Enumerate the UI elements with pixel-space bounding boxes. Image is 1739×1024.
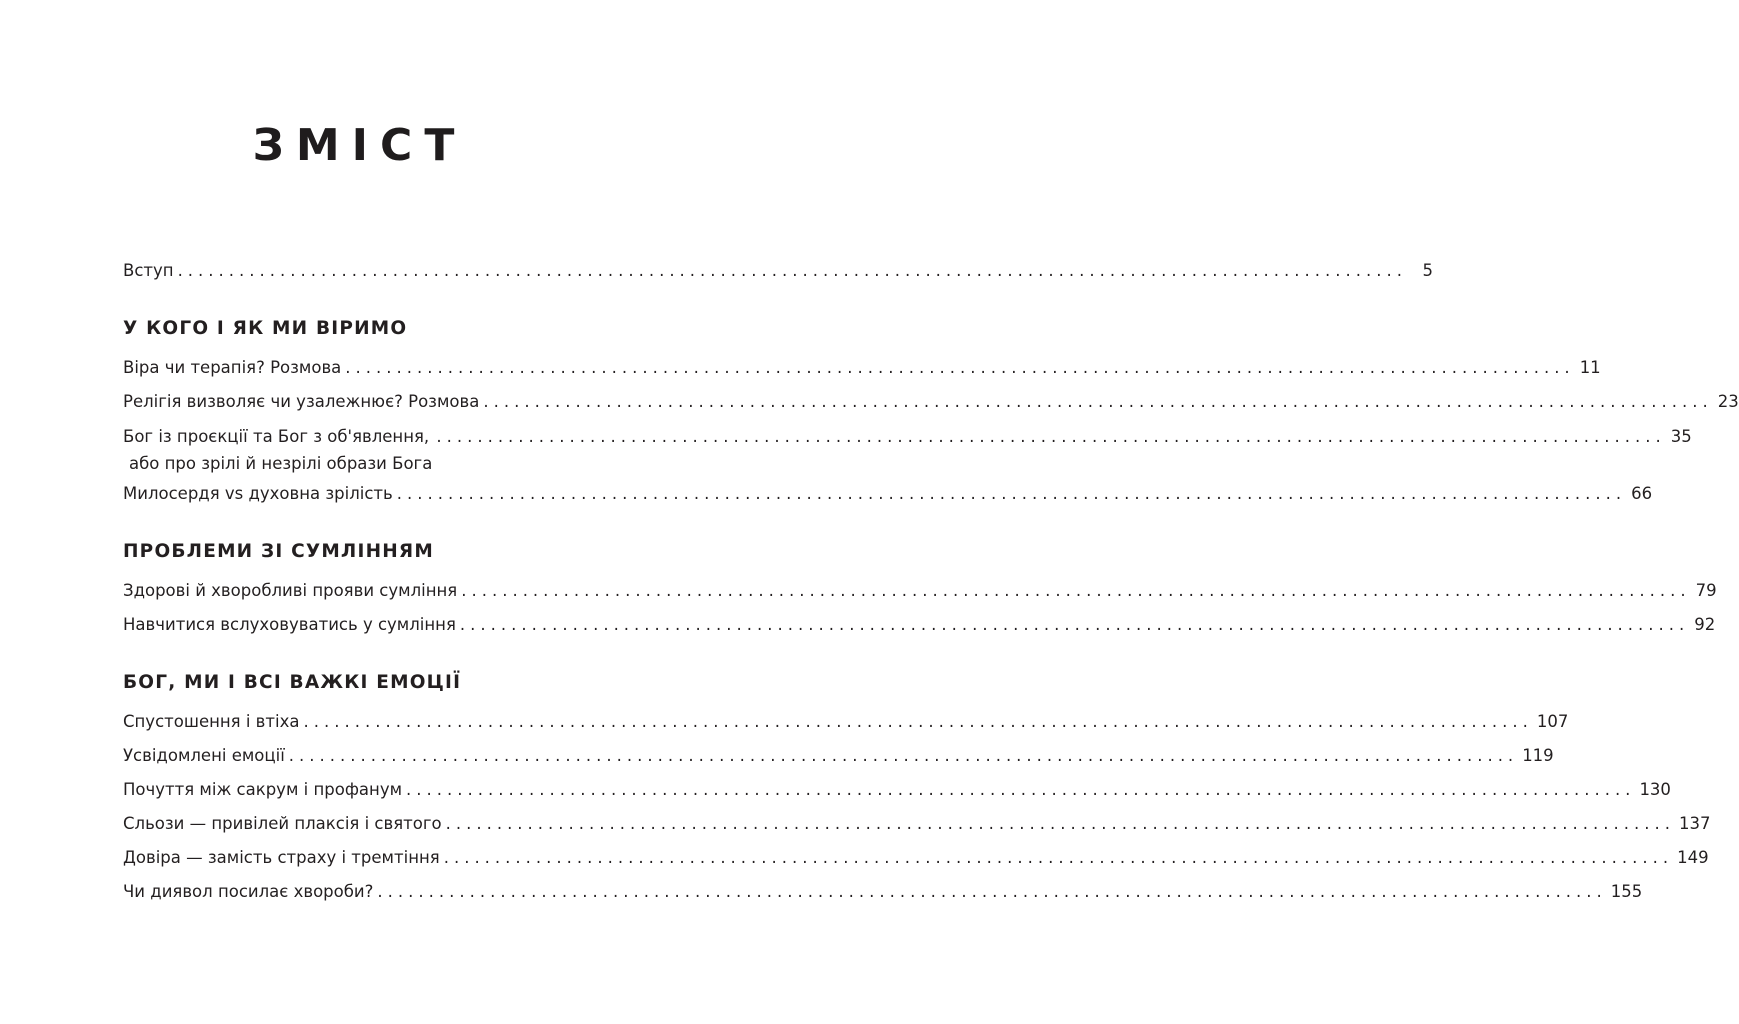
toc-entry-intro[interactable] — [123, 254, 1433, 288]
entry-page: 66 — [1631, 484, 1653, 503]
dot-leader: ........................................................................................................................ — [345, 358, 1575, 377]
entry-page: 11 — [1579, 358, 1601, 377]
section-heading: ПРОБЛЕМИ ЗІ СУМЛІННЯМ — [123, 541, 434, 562]
entry-title — [123, 419, 432, 477]
entry-title: Почуття між сакрум і профанум — [123, 780, 403, 799]
toc-entry[interactable] — [123, 574, 1717, 608]
table-of-contents — [123, 254, 1739, 909]
entry-page: 119 — [1522, 746, 1554, 765]
dot-leader: ........................................................................................................................ — [303, 712, 1533, 731]
toc-entry[interactable] — [123, 773, 1671, 807]
entry-page: 92 — [1694, 615, 1716, 634]
toc-entry[interactable] — [123, 477, 1653, 511]
entry-title: Милосердя vs духовна зрілість — [123, 484, 393, 503]
toc-entry[interactable] — [123, 705, 1569, 739]
entry-title: Здорові й хворобливі прояви сумління — [123, 581, 458, 600]
entry-page: 5 — [1422, 261, 1433, 280]
dot-leader: ........................................................................................................................ — [377, 882, 1607, 901]
entry-page: 149 — [1677, 848, 1709, 867]
dot-leader: ........................................................................................................................ — [445, 814, 1675, 833]
dot-leader: ........................................................................................................................ — [443, 848, 1674, 867]
toc-entry[interactable] — [123, 608, 1716, 642]
entry-title: Релігія визволяє чи узалежнює? Розмова — [123, 392, 480, 411]
entry-page: 155 — [1610, 882, 1643, 901]
toc-entry[interactable] — [123, 351, 1601, 385]
entry-page: 79 — [1695, 581, 1717, 600]
toc-entry[interactable] — [123, 875, 1643, 909]
dot-leader: ........................................................................................................................ — [177, 261, 1407, 280]
section-heading: У КОГО І ЯК МИ ВІРИМО — [123, 318, 408, 339]
dot-leader: ........................................................................................................................ — [483, 392, 1713, 411]
entry-title: Сльози — привілей плаксія і святого — [123, 814, 442, 833]
dot-leader: ........................................................................................................................ — [436, 427, 1666, 446]
entry-page: 137 — [1678, 814, 1711, 833]
toc-entry[interactable] — [123, 419, 1692, 477]
entry-title: Чи диявол посилає хвороби? — [123, 882, 374, 901]
entry-title: Усвідомлені емоції — [123, 746, 285, 765]
toc-entry[interactable] — [123, 385, 1739, 419]
entry-title: Віра чи терапія? Розмова — [123, 358, 342, 377]
section-heading: БОГ, МИ І ВСІ ВАЖКІ ЕМОЦІЇ — [123, 672, 462, 693]
toc-entry[interactable] — [123, 807, 1711, 841]
entry-title-line2: або про зрілі й незрілі образи Бога — [129, 454, 433, 473]
dot-leader: ........................................................................................................................ — [396, 484, 1627, 503]
toc-entry[interactable] — [123, 841, 1709, 875]
dot-leader: ........................................................................................................................ — [288, 746, 1519, 765]
toc-entry[interactable] — [123, 739, 1554, 773]
entry-page: 107 — [1536, 712, 1569, 731]
entry-title: Навчитися вслуховуватись у сумління — [123, 615, 456, 634]
entry-title: Вступ — [123, 261, 174, 280]
page-title: ЗМІСТ — [252, 120, 467, 171]
dot-leader: ........................................................................................................................ — [459, 615, 1690, 634]
entry-page: 130 — [1639, 780, 1671, 799]
entry-page: 35 — [1670, 427, 1692, 446]
entry-title: Спустошення і втіха — [123, 712, 300, 731]
entry-page: 23 — [1717, 392, 1739, 411]
entry-title-line1: Бог із проєкції та Бог з об'явлення, — [123, 427, 430, 446]
dot-leader: ........................................................................................................................ — [406, 780, 1636, 799]
dot-leader: ........................................................................................................................ — [461, 581, 1691, 600]
entry-title: Довіра — замість страху і тремтіння — [123, 848, 440, 867]
